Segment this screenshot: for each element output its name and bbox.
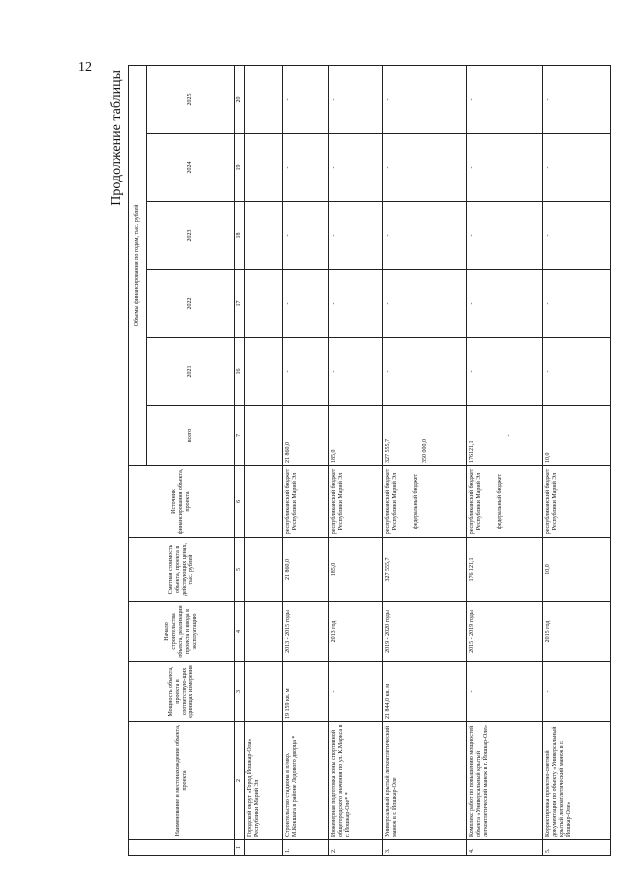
funding-table [128, 65, 611, 856]
header-index [129, 840, 235, 856]
column-number: 20 [235, 65, 245, 133]
total-cell [383, 406, 467, 466]
header-year: 2024 [147, 134, 235, 202]
column-number: 18 [235, 202, 245, 270]
header-year: 2023 [147, 202, 235, 270]
year-value: - [283, 338, 329, 406]
row-number: 1. [283, 840, 329, 856]
total-value: 185,0 [329, 406, 383, 466]
year-value: - [467, 65, 543, 133]
cost-value: 21 860,0 [283, 538, 329, 602]
capacity-value: - [543, 662, 611, 722]
funding-source: федеральный бюджет [496, 473, 503, 530]
header-funding-group: Объемы финансирования по годам, тыс. рублей [129, 65, 147, 465]
start-period: 2013 год [329, 602, 383, 662]
district-name: Городской округ «Город Йошкар-Ола» Республики Марий Эл [245, 722, 283, 840]
column-number: 19 [235, 134, 245, 202]
year-value: - [543, 134, 611, 202]
year-value: - [383, 65, 467, 133]
year-value: - [329, 65, 383, 133]
header-start: Начало строительства объекта, реализации проекта и ввода в эксплуатацию [129, 602, 235, 662]
funding-source: республиканский бюджет Республики Марий Эл [469, 468, 482, 535]
table-row [283, 65, 329, 855]
column-number: 16 [235, 338, 245, 406]
column-number: 17 [235, 270, 245, 338]
year-value: - [329, 270, 383, 338]
year-value: - [543, 202, 611, 270]
year-value: - [467, 338, 543, 406]
year-value: - [283, 65, 329, 133]
object-name: Универсальный крытый легкоатлетический манеж в г. Йошкар-Оле [383, 722, 467, 840]
row-number: 5. [543, 840, 611, 856]
header-name: Наименование и местонахождение объекта, проекта [129, 722, 235, 840]
object-name: Инженерная подготовка зоны спортивной общегородского значения по ул. К.Маркса в г. Йошкар-Оле* * [329, 722, 383, 840]
funding-source-cell [467, 466, 543, 538]
start-period: 2015 год [543, 602, 611, 662]
cost-value: 176 121,1 [467, 538, 543, 602]
table-row [383, 65, 467, 855]
table-row [543, 65, 611, 855]
year-value: - [383, 202, 467, 270]
total-cell [467, 406, 543, 466]
header-source: Источник финансирования объекта, проекта [129, 466, 235, 538]
column-number: 7 [235, 406, 245, 466]
total-value: - [505, 434, 512, 437]
funding-source: республиканский бюджет Республики Марий Эл [543, 466, 611, 538]
total-value: 10,0 [543, 406, 611, 466]
year-value: - [467, 134, 543, 202]
year-value: - [383, 134, 467, 202]
page-number: 12 [78, 60, 92, 75]
start-period: 2013 - 2015 годы [283, 602, 329, 662]
capacity-value: 21 844,0 кв. м [383, 662, 467, 722]
column-number: 1 [235, 840, 245, 856]
row-number: 3. [383, 840, 467, 856]
year-value: - [543, 338, 611, 406]
capacity-value: 19 159 кв. м [283, 662, 329, 722]
start-period: 2019 - 2020 годы [383, 602, 467, 662]
total-value: 21 860,0 [283, 406, 329, 466]
object-name: Строительство стадиона в п/мкр. М.Кокшага в районе Ледового дворца * [283, 722, 329, 840]
object-name: Корректировка проектно-сметной документации по объекту «Универсальный крытый легкоатлетический манеж в г. Йошкар-Оле» [543, 722, 611, 840]
header-total: всего [147, 406, 235, 466]
year-value: - [283, 270, 329, 338]
total-value: 176121,1 [469, 440, 475, 463]
year-value: - [543, 65, 611, 133]
year-value: - [543, 270, 611, 338]
year-value: - [383, 270, 467, 338]
column-number: 6 [235, 466, 245, 538]
capacity-value: - [329, 662, 383, 722]
total-value: 327 555,7 [385, 439, 391, 463]
year-value: - [283, 134, 329, 202]
column-number: 4 [235, 602, 245, 662]
year-value: - [283, 202, 329, 270]
continuation-caption: Продолжение таблицы [109, 70, 124, 206]
capacity-value: - [467, 662, 543, 722]
year-value: - [383, 338, 467, 406]
funding-source: республиканский бюджет Республики Марий Эл [385, 468, 398, 535]
header-year: 2025 [147, 65, 235, 133]
header-cost: Сметная стоимость объекта, проекта в действующих ценах, тыс. рублей [129, 538, 235, 602]
funding-source: республиканский бюджет Республики Марий Эл [283, 466, 329, 538]
header-year: 2021 [147, 338, 235, 406]
column-number-row [235, 65, 245, 855]
district-row [245, 65, 283, 855]
funding-source: федеральный бюджет [412, 473, 419, 530]
table-row [467, 65, 543, 855]
object-name: Комплекс работ по повышению мощностей объекта «Универсальный крытый легкоатлетический манеж в г. Йошкар-Оле» [467, 722, 543, 840]
cost-value: 327 555,7 [383, 538, 467, 602]
row-number: 4. [467, 840, 543, 856]
table-row [329, 65, 383, 855]
row-number: 2. [329, 840, 383, 856]
funding-source-cell [383, 466, 467, 538]
year-value: - [467, 270, 543, 338]
funding-source: республиканский бюджет Республики Марий Эл [329, 466, 383, 538]
year-value: - [329, 338, 383, 406]
header-year: 2022 [147, 270, 235, 338]
cost-value: 10,0 [543, 538, 611, 602]
column-number: 3 [235, 662, 245, 722]
cost-value: 185,0 [329, 538, 383, 602]
total-value: 350 000,0 [421, 439, 428, 463]
year-value: - [329, 202, 383, 270]
start-period: 2015 - 2019 годы [467, 602, 543, 662]
column-number: 5 [235, 538, 245, 602]
rotated-table-container [106, 66, 586, 856]
year-value: - [467, 202, 543, 270]
column-number: 2 [235, 722, 245, 840]
header-capacity: Мощность объекта, проекта в соответствую-щих единицах измерения [129, 662, 235, 722]
year-value: - [329, 134, 383, 202]
